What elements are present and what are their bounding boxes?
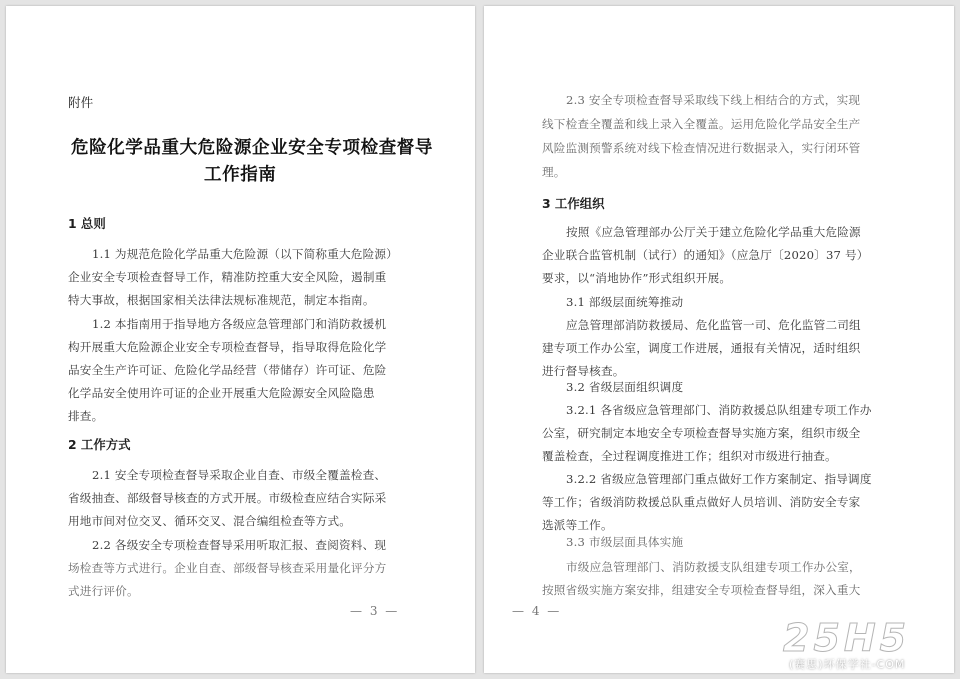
- paragraph-line: 2.3 安全专项检查督导采取线下线上相结合的方式，实现: [566, 93, 861, 107]
- paragraph-line: 化学品安全使用许可证的企业开展重大危险源安全风险隐患: [68, 386, 375, 400]
- paragraph-line: 理。: [542, 165, 566, 179]
- paragraph-line: 建专项工作办公室，调度工作进展，通报有关情况，适时组织: [542, 341, 861, 355]
- section-heading-3: 3 工作组织: [542, 196, 605, 211]
- watermark-site-text: (赛思)环保学社-COM: [789, 658, 906, 671]
- page-number: — 4 —: [512, 604, 562, 618]
- section-heading-1: 1 总则: [68, 216, 106, 231]
- document-page-3: [6, 6, 475, 673]
- site-watermark: [783, 616, 953, 674]
- paragraph-line: 3.2.2 省级应急管理部门重点做好工作方案制定、指导调度: [566, 472, 872, 486]
- paragraph-line: 市级应急管理部门、消防救援支队组建专项工作办公室，: [566, 560, 861, 574]
- subsection-heading-3-2: 3.2 省级层面组织调度: [566, 380, 684, 394]
- paragraph-line: 企业安全专项检查督导工作，精准防控重大安全风险，遏制重: [68, 270, 387, 284]
- paragraph-line: 用地市间对位交叉、循环交叉、混合编组检查等方式。: [68, 514, 352, 528]
- page-number: — 3 —: [350, 604, 400, 618]
- watermark-logo: 25H5: [783, 616, 911, 660]
- document-title-line1: 危险化学品重大危险源企业安全专项检查督导: [71, 138, 433, 158]
- subsection-heading-3-3: 3.3 市级层面具体实施: [566, 535, 684, 549]
- paragraph-line: 3.2.1 各省级应急管理部门、消防救援总队组建专项工作办: [566, 403, 872, 417]
- paragraph-line: 特大事故，根据国家相关法律法规标准规范，制定本指南。: [68, 293, 375, 307]
- paragraph-line: 构开展重大危险源企业安全专项检查督导，指导取得危险化学: [68, 340, 387, 354]
- paragraph-line: 选派等工作。: [542, 518, 613, 532]
- paragraph-line: 公室，研究制定本地安全专项检查督导实施方案，组织市级全: [542, 426, 861, 440]
- paragraph-line: 应急管理部消防救援局、危化监管一司、危化监管二司组: [566, 318, 861, 332]
- paragraph-line: 2.2 各级安全专项检查督导采用听取汇报、查阅资料、现: [92, 538, 387, 552]
- paragraph-line: 按照省级实施方案安排，组建安全专项检查督导组，深入重大: [542, 583, 861, 597]
- paragraph-line: 2.1 安全专项检查督导采取企业自查、市级全覆盖检查、: [92, 468, 387, 482]
- subsection-heading-3-1: 3.1 部级层面统筹推动: [566, 295, 684, 309]
- paragraph-line: 风险监测预警系统对线下检查情况进行数据录入，实行闭环管: [542, 141, 861, 155]
- paragraph-line: 按照《应急管理部办公厅关于建立危险化学品重大危险源: [566, 225, 861, 239]
- paragraph-line: 1.2 本指南用于指导地方各级应急管理部门和消防救援机: [92, 317, 387, 331]
- paragraph-line: 企业联合监管机制（试行）的通知》（应急厅〔2020〕37 号）: [542, 248, 869, 262]
- paragraph-line: 线下检查全覆盖和线上录入全覆盖。运用危险化学品安全生产: [542, 117, 861, 131]
- paragraph-line: 覆盖检查，全过程调度推进工作；组织对市级进行抽查。: [542, 449, 837, 463]
- paragraph-line: 式进行评价。: [68, 584, 139, 598]
- section-heading-2: 2 工作方式: [68, 437, 131, 452]
- document-page-4: [484, 6, 954, 673]
- document-title-line2: 工作指南: [204, 165, 277, 185]
- annex-label: 附件: [68, 95, 94, 110]
- paragraph-line: 要求，以“消地协作”形式组织开展。: [542, 271, 732, 285]
- paragraph-line: 场检查等方式进行。企业自查、部级督导核查采用量化评分方: [68, 561, 387, 575]
- paragraph-line: 进行督导核查。: [542, 364, 625, 378]
- paragraph-line: 1.1 为规范危险化学品重大危险源（以下简称重大危险源）: [92, 247, 398, 261]
- paragraph-line: 排查。: [68, 409, 104, 423]
- paragraph-line: 省级抽查、部级督导核查的方式开展。市级检查应结合实际采: [68, 491, 387, 505]
- paragraph-line: 品安全生产许可证、危险化学品经营（带储存）许可证、危险: [68, 363, 387, 377]
- paragraph-line: 等工作；省级消防救援总队重点做好人员培训、消防安全专家: [542, 495, 861, 509]
